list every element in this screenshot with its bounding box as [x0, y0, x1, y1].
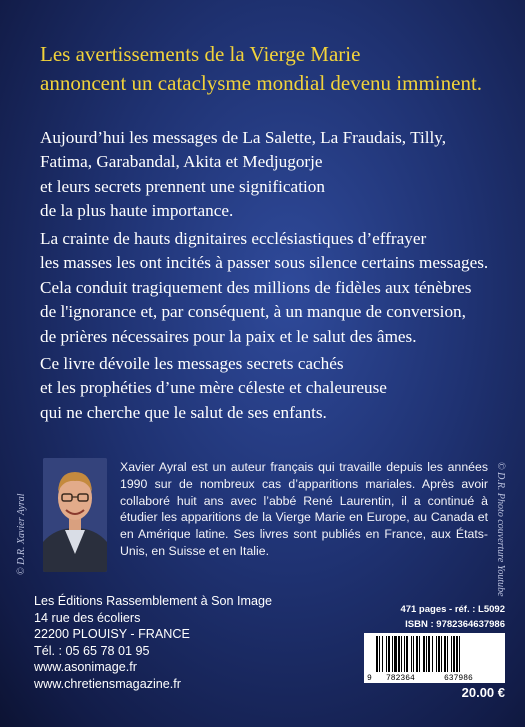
- barcode-bar: [441, 636, 442, 672]
- barcode-bar: [401, 636, 402, 672]
- paragraph-line: Aujourd’hui les messages de La Salette, La Fraudais, Tilly,: [40, 128, 447, 147]
- paragraph-line: et leurs secrets prennent une signification: [40, 176, 325, 196]
- barcode-bar: [459, 636, 460, 672]
- paragraph-line: les masses les ont incités à passer sous silence certains messages.: [40, 253, 489, 273]
- author-photo: [43, 458, 107, 572]
- paragraph-line: de l'ignorance et, par conséquent, à un manque de conversion,: [40, 302, 466, 322]
- paragraph-silence: [40, 227, 510, 349]
- headline: [40, 40, 510, 98]
- barcode-bars: [376, 636, 460, 672]
- author-portrait-icon: [43, 458, 107, 572]
- barcode-bar: [411, 636, 412, 672]
- barcode-bar: [432, 636, 433, 672]
- price-label: 20.00 €: [461, 685, 505, 700]
- barcode-bar: [413, 636, 414, 672]
- paragraph-line: de la plus haute importance.: [40, 201, 234, 221]
- paragraph-messages: [40, 126, 510, 224]
- paragraph-line: Fatima, Garabandal, Akita et Medjugorje: [40, 152, 323, 172]
- barcode-digit-prefix: 9: [367, 674, 372, 683]
- paragraph-line: Ce livre dévoile les messages secrets cachés: [40, 354, 344, 373]
- barcode-bar: [388, 636, 390, 672]
- publisher-block: [34, 593, 334, 693]
- barcode-bar: [438, 636, 440, 672]
- publisher-website-magazine: www.chretiensmagazine.fr: [34, 676, 181, 691]
- isbn-label: ISBN : 9782364637986: [405, 619, 505, 630]
- publisher-name: Les Éditions Rassemblement à Son Image: [34, 594, 273, 608]
- barcode-bar: [398, 636, 400, 672]
- paragraph-line: et les prophéties d’une mère céleste et chaleureuse: [40, 378, 387, 398]
- photo-credit-cover: © D.R. Photo couverture Youtube: [495, 462, 506, 597]
- barcode-bar: [436, 636, 437, 672]
- publisher-city: 22200 PLOUISY - FRANCE: [34, 627, 190, 642]
- barcode-bar: [376, 636, 378, 672]
- barcode-bar: [444, 636, 446, 672]
- barcode-bar: [416, 636, 418, 672]
- paragraph-line: de prières nécessaires pour la paix et le salut des âmes.: [40, 326, 417, 346]
- paragraph-line: qui ne cherche que le salut de ses enfants.: [40, 402, 327, 422]
- barcode-bar: [392, 636, 393, 672]
- headline-line: annoncent un cataclysme mondial devenu imminent.: [40, 71, 483, 95]
- barcode-bar: [386, 636, 387, 672]
- barcode-bar: [379, 636, 380, 672]
- barcode-bar: [394, 636, 397, 672]
- paragraph-book: [40, 352, 510, 425]
- headline-line: Les avertissements de la Vierge Marie: [40, 42, 361, 66]
- barcode-bar: [419, 636, 420, 672]
- pages-reference: 471 pages - réf. : L5092: [400, 604, 505, 615]
- isbn-barcode: [364, 633, 505, 683]
- publisher-website: www.asonimage.fr: [34, 660, 137, 675]
- barcode-bar: [426, 636, 427, 672]
- barcode-bar: [453, 636, 455, 672]
- barcode-bar: [456, 636, 458, 672]
- barcode-bar: [423, 636, 425, 672]
- publisher-street: 14 rue des écoliers: [34, 610, 141, 625]
- barcode-bar: [404, 636, 405, 672]
- barcode-bar: [382, 636, 383, 672]
- barcode-bar: [428, 636, 430, 672]
- paragraph-line: Cela conduit tragiquement des millions de fidèles aux ténèbres: [40, 277, 472, 297]
- barcode-bar: [451, 636, 452, 672]
- paragraph-line: La crainte de hauts dignitaires ecclésiastiques d’effrayer: [40, 229, 427, 248]
- barcode-digits-right: 637986: [444, 674, 473, 683]
- barcode-digits-left: 782364: [386, 674, 415, 683]
- publisher-phone: Tél. : 05 65 78 01 95: [34, 643, 150, 658]
- barcode-bar: [447, 636, 448, 672]
- barcode-icon: [364, 633, 505, 683]
- barcode-bar: [406, 636, 408, 672]
- photo-credit-author: © D.R. Xavier Ayral: [16, 493, 27, 575]
- author-bio: Xavier Ayral est un auteur français qui travaille depuis les années 1990 sur de nombreux cas d’apparitions mariales. Après avoir collaboré huit ans avec l’abbé René Laurentin, il a continué à étudier les apparitions de la Vierge Marie en Europe, au Canada et en Amérique latine. Ses livres sont publiés en France, aux États-Unis, en Suisse et en Italie.: [120, 460, 488, 558]
